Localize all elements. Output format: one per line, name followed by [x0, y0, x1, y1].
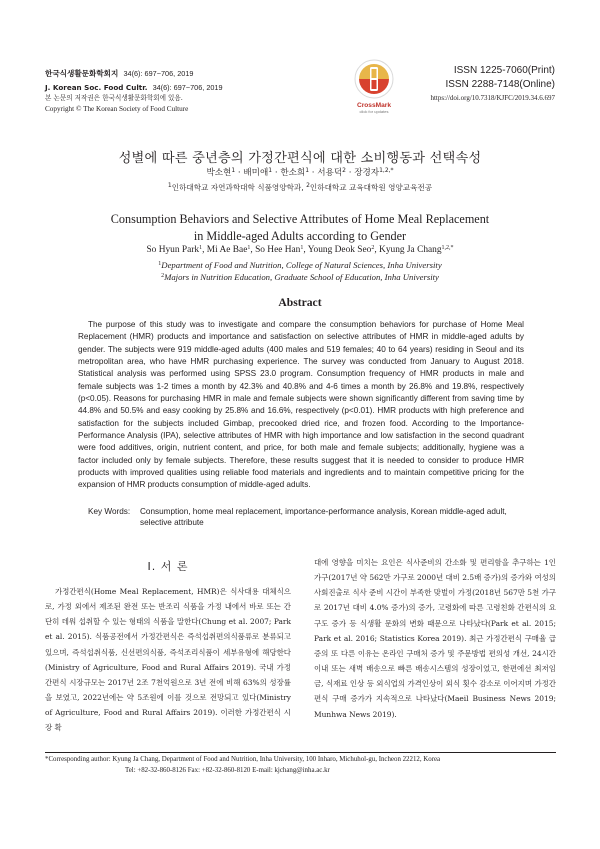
footnote-divider — [45, 752, 556, 753]
author-kr-2-sup: 1 — [268, 167, 273, 174]
author-kr-4-sup: 2 — [342, 167, 346, 174]
abstract-text: The purpose of this study was to investigate and compare the consumption behaviors for purchase of Home Meal Replacement (HMR) products and importance and satisfaction on selective attributes of HMR in middle-aged adults by gender. The subjects were 919 middle-aged adults (400 males and 519 females; 40 to 64 years) residing in Seoul and its metropolitan area, who have HMR purchasing experience. The survey was conducted from January to August 2018. Statistical analysis was performed using SPSS 23.0 program. Consumption frequency of HMR products in male and female subjects was 1-2 times a month by 42.3% and 40.8% and 4-6 times a month by 26.8% and 19.8%, respectively (p<0.05). Reasons for purchasing HMR in male and female subjects were shown significantly different from saving time by 44.8% and 50.5% and easy cooking by 25.8% and 16.6%, respectively (p<0.01). HMR products with high preference and satisfaction for the subjects included Gimbap, precooked dried rice, and frozen food. According to the Importance-Performance Analysis (IPA), selective attributes of HMR with high importance and low satisfaction in the second quadrant were food additives, origin, nutrient content, and price, for both male and female subjects; additionally, hygiene was a factor included only by female subjects. Therefore, these results suggest that it is needed to consider to produce HMR products with improved qualities using reliable food materials and ingredients and to maintain competitive pricing for the expansion of HMR products consumption of middle-aged adults. — [78, 320, 524, 490]
author-en-2-sup: 1 — [247, 245, 251, 251]
intro-paragraph-right: 대에 영향을 미치는 요인은 식사준비의 간소화 및 편리함을 추구하는 1인 가구(2017년 약 562만 가구로 2000년 대비 2.5배 증가)의 증가와 여성의 사회진출로 식사 준비 시간이 부족한 맞벌이 가정(2018년 567만 5천 가구로 2017년 대비 4.0% 증가)의 증가, 고령화에 따른 고령친화 간편식의 요구도 증가 등 식생활 문화의 변화 때문으로 나타났다(Park et al. 2015; Park et al. 2016; Statistics Korea 2019). 최근 가정간편식 구매율 급증의 또 다른 이유는 온라인 구매처 증가 및 주문방법 편의성 개선, 24시간 이내 또는 새벽 배송으로 빠른 배송시스템의 성장이었고, 한편에선 최저임금, 식재료 인상 등 외식업의 가격인상이 외식 횟수 감소로 이어지며 가정간편식 구매 증가가 지속적으로 나타났다(Maeil Business News 2019; Munhwa News 2019). — [314, 558, 556, 719]
corresponding-author-footnote — [45, 755, 565, 776]
crossmark-icon — [354, 59, 394, 99]
copyright-kr: 본 논문의 저작권은 한국식생활문화학회에 있음. — [45, 94, 183, 102]
affil-kr-1-num: 1 — [167, 182, 172, 189]
keywords-text: Consumption, home meal replacement, importance-performance analysis, Korean middle-aged adult, selective attribute — [140, 507, 507, 528]
author-en-3: So Hee Han — [255, 245, 301, 255]
affil-en-2-num: 2 — [161, 272, 165, 279]
author-en-5-sup: 1,2,* — [441, 245, 454, 251]
affil-en-1-num: 1 — [158, 261, 162, 267]
title-english — [0, 211, 600, 245]
abstract-body — [78, 319, 524, 492]
author-en-4-sup: 2 — [371, 245, 375, 251]
doi-link[interactable]: https://doi.org/10.7318/KJFC/2019.34.6.697 — [430, 94, 555, 102]
author-sep: · — [235, 168, 244, 178]
body-column-right — [314, 555, 556, 722]
journal-name-kr: 한국식생활문화학회지 — [45, 69, 119, 78]
affiliations-english — [0, 260, 600, 283]
authors-english: So Hyun Park$^1$, Mi Ae Bae$^1$, So Hee Han$^1$, Young Deok Seo$^2$, Kyung Ja Chang$^{1,2,*}$ — [146, 245, 454, 255]
journal-name-en: J. Korean Soc. Food Cultr. — [45, 82, 148, 92]
affil-en-1: Department of Food and Nutrition, College of Natural Sciences, Inha University — [161, 260, 442, 270]
title-english-line1: Consumption Behaviors and Selective Attributes of Home Meal Replacement — [110, 212, 490, 226]
keywords-label: Key Words: — [88, 507, 131, 516]
title-korean: 성별에 따른 중년층의 가정간편식에 대한 소비행동과 선택속성 — [118, 151, 482, 166]
author-en-2: Mi Ae Bae — [206, 245, 248, 255]
author-en-3-sup: 1 — [300, 245, 304, 251]
crossmark-label: CrossMark — [356, 102, 392, 109]
affil-kr-2: 인하대학교 교육대학원 영양교육전공 — [309, 183, 433, 192]
affil-kr-1: 인하대학교 자연과학대학 식품영양학과, — [171, 183, 307, 192]
author-en-1-sup: 1 — [199, 245, 203, 251]
journal-name-en-line — [45, 80, 305, 94]
intro-paragraph-left: 가정간편식(Home Meal Replacement, HMR)은 식사대용 대체식으로, 가정 외에서 제조된 완전 또는 반조리 식품을 가정 내에서 바로 또는 간단히 데워 섭취할 수 있는 형태의 식품을 말한다(Chung et al. 2007; Park et al. 2015). 식품공전에서 가정간편식은 즉석섭취편의식품류로 분류되고 있으며, 즉석섭취식품, 신선편의식품, 즉석조리식품이 세부유형에 해당한다(Ministry of Agriculture, Food and Rural Affairs 2019). 국내 가정간편식 시장규모는 2017년 2조 7천억원으로 3년 전에 비해 63%의 성장률을 보였고, 2022년에는 약 5조원에 이를 것으로 전망되고 있다(Ministry of Agriculture, Food and Rural Affairs 2019). 이러한 가정간편식 시장 확 — [45, 587, 291, 733]
journal-volume-en: 34(6): 697~706, 2019 — [152, 82, 223, 92]
keywords — [88, 506, 528, 529]
author-sep: · — [309, 168, 318, 178]
author-kr-5-sup: 1,2,* — [379, 167, 394, 174]
author-sep: · — [272, 168, 281, 178]
author-kr-1: 박소현 — [206, 168, 232, 178]
affiliations-korean — [0, 182, 600, 193]
title-english-line2: in Middle-aged Adults according to Gender — [193, 229, 407, 243]
section-heading-introduction: I. 서 론 — [147, 560, 189, 573]
author-en-5: Kyung Ja Chang — [379, 245, 442, 255]
crossmark-sub: click for updates — [359, 109, 389, 114]
abstract-heading: Abstract — [278, 296, 322, 309]
author-en-4: Young Deok Seo — [307, 245, 372, 255]
author-en-1: So Hyun Park — [146, 245, 200, 255]
journal-name-kr-line — [45, 66, 305, 80]
author-kr-3-sup: 1 — [305, 167, 310, 174]
crossmark-badge[interactable] — [339, 59, 409, 114]
author-kr-4: 서용덕 — [317, 168, 343, 178]
issn-online: ISSN 2288-7148(Online) — [445, 79, 555, 90]
affil-en-2-line — [0, 272, 600, 284]
author-kr-3: 한소희 — [280, 168, 306, 178]
authors-korean — [0, 166, 600, 178]
journal-volume-kr: 34(6): 697~706, 2019 — [123, 69, 194, 78]
affil-en-1-line — [0, 260, 600, 272]
author-kr-1-sup: 1 — [231, 167, 236, 174]
footnote-line1: *Corresponding author: Kyung Ja Chang, Department of Food and Nutrition, Inha University, 100 Inharo, Michuhol-gu, Incheon 22212, Korea — [45, 756, 441, 763]
affil-kr-2-num: 2 — [306, 182, 310, 189]
issn-block — [430, 64, 555, 104]
copyright-en: Copyright © The Korean Society of Food Culture — [45, 104, 189, 113]
author-kr-5: 장경자 — [354, 168, 380, 178]
footnote-contact: Tel: +82-32-860-8126 Fax: +82-32-860-8120 E-mail: kjchang@inha.ac.kr — [125, 766, 330, 774]
affil-en-2: Majors in Nutrition Education, Graduate School of Education, Inha University — [164, 271, 439, 282]
author-kr-2: 배미애 — [243, 168, 269, 178]
author-sep: · — [345, 168, 355, 178]
issn-print: ISSN 1225-7060(Print) — [453, 65, 555, 76]
body-column-left — [45, 555, 291, 736]
journal-header — [45, 66, 305, 114]
